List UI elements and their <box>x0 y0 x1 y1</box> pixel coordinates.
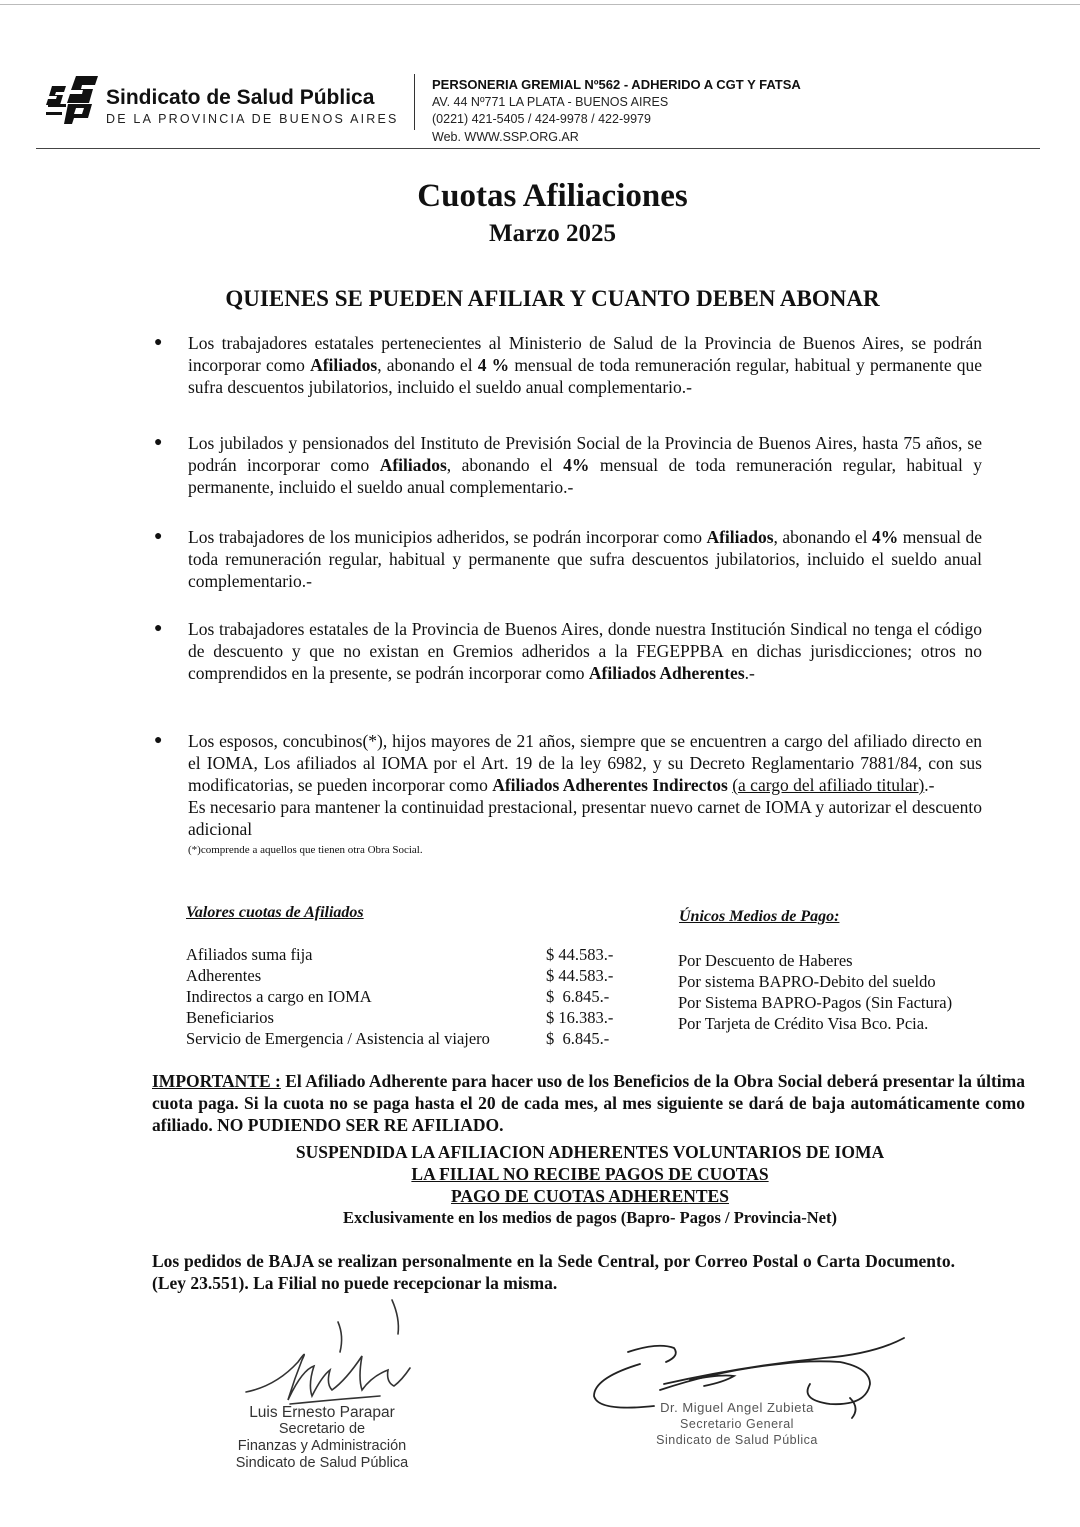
signer-org: Sindicato de Salud Pública <box>235 1455 409 1471</box>
bullet-bold: Afiliados Adherentes <box>588 663 745 683</box>
payment-item: Por Descuento de Haberes <box>678 951 853 970</box>
org-subtitle: DE LA PROVINCIA DE BUENOS AIRES <box>106 112 399 126</box>
signature-block-right <box>622 1400 852 1448</box>
fee-label: Servicio de Emergencia / Asistencia al viajero <box>186 1029 490 1048</box>
personeria-line: PERSONERIA GREMIAL Nº562 - ADHERIDO A CGT Y FATSA <box>432 77 801 92</box>
bullet-text: Los trabajadores estatales de la Provincia de Buenos Aires, donde nuestra Institución Sindical no tenga el código de descuento y que no existan en Gremios adheridos a la FEGEPPBA en dichas jurisdicciones; otros no comprendidos en la presente, se podrán incorporar como <box>188 619 982 683</box>
no-payments-line: LA FILIAL NO RECIBE PAGOS DE CUOTAS <box>411 1164 769 1184</box>
bullet-text: Los trabajadores estatales pertenecientes al Ministerio de Salud de la Provincia de Buenos Aires, se podrán incorporar como <box>188 333 982 375</box>
bullet-text: mensual de toda remuneración regular, habitual y permanente que sufra descuentos jubilatorios, incluido el sueldo anual complementario.- <box>188 355 983 397</box>
adherent-payments-line: PAGO DE CUOTAS ADHERENTES <box>451 1186 729 1206</box>
web-line: Web. WWW.SSP.ORG.AR <box>432 129 579 144</box>
bullet-text: .- <box>744 663 755 683</box>
signer-name: Dr. Miguel Angel Zubieta <box>660 1400 814 1415</box>
fee-value: $ 44.583.- <box>546 945 614 964</box>
payment-item: Por sistema BAPRO-Debito del sueldo <box>678 972 936 991</box>
bullet-bold: Afiliados <box>379 455 447 475</box>
suspension-line: SUSPENDIDA LA AFILIACION ADHERENTES VOLUNTARIOS DE IOMA <box>295 1142 885 1162</box>
signer-role: Secretario General <box>680 1417 794 1431</box>
bullet-bold: Afiliados <box>310 355 378 375</box>
bullet-text: , abonando el <box>446 455 564 475</box>
bullet-text: , abonando el <box>377 355 478 375</box>
signer-name: Luis Ernesto Parapar <box>249 1404 395 1421</box>
fee-value: $ 16.383.- <box>546 1008 614 1027</box>
bullet-text: Los esposos, concubinos(*), hijos mayores de 21 años, siempre que se encuentren a cargo del afiliado directo en el IOMA, Los afiliados al IOMA por el Art. 19 de la ley 6982, y su Decreto Reglamentario 7881/84, con sus modificatorias, se pueden incorporar como <box>188 731 982 795</box>
bullet-text: mensual de toda remuneración regular, habitual y permanente, incluido el sueldo anual complementario.- <box>188 455 982 497</box>
address-line: AV. 44 Nº771 LA PLATA - BUENOS AIRES <box>432 94 669 109</box>
bullet-text: , abonando el <box>773 527 872 547</box>
bullet-text: mensual de toda remuneración regular, habitual y permanente que sufra descuentos jubilatorios, incluido el sueldo anual complementario.- <box>188 527 982 591</box>
bullet-bold: 4% <box>563 455 590 475</box>
fee-label: Afiliados suma fija <box>186 945 313 964</box>
fee-value: $ 44.583.- <box>546 966 614 985</box>
fee-value: $ 6.845.- <box>546 987 610 1006</box>
bullet-bold: Afiliados <box>706 527 774 547</box>
bullet-text: Es necesario para mantener la continuidad prestacional, presentar nuevo carnet de IOMA y autorizar el descuento adicional <box>188 797 982 839</box>
fee-label: Adherentes <box>186 966 262 985</box>
page-subtitle: Marzo 2025 <box>488 220 617 247</box>
bullet-text: Los trabajadores de los municipios adheridos, se podrán incorporar como <box>188 527 707 547</box>
bullet-dot-icon: ● <box>154 529 163 544</box>
bullet-bold: 4% <box>871 527 899 547</box>
fee-label: Indirectos a cargo en IOMA <box>186 987 372 1006</box>
phones-line: (0221) 421-5405 / 424-9978 / 422-9979 <box>432 112 651 126</box>
signer-role: Finanzas y Administración <box>237 1438 407 1454</box>
bullet-bold: 4 % <box>477 355 510 375</box>
important-text: El Afiliado Adherente para hacer uso de los Beneficios de la Obra Social deberá presentar la última cuota paga. Si la cuota no se paga hasta el 20 de cada mes, al mes siguiente se dará de baja automáticamente como afiliado. NO PUDIENDO SER RE AFILIADO. <box>152 1071 1025 1135</box>
payments-heading: Únicos Medios de Pago: <box>679 908 840 925</box>
bullet-dot-icon: ● <box>154 733 163 748</box>
bullet-text: .- <box>924 775 935 795</box>
payment-item: Por Sistema BAPRO-Pagos (Sin Factura) <box>678 993 953 1012</box>
page-title: Cuotas Afiliaciones <box>417 178 688 214</box>
baja-notice: Los pedidos de BAJA se realizan personalmente en la Sede Central, por Correo Postal o Carta Documento. (Ley 23.551). La Filial no puede recepcionar la misma. <box>152 1251 955 1293</box>
footnote: (*)comprende a aquellos que tienen otra Obra Social. <box>188 844 423 856</box>
fee-value: $ 6.845.- <box>546 1029 610 1048</box>
important-label: IMPORTANTE : <box>152 1071 281 1091</box>
fee-label: Beneficiarios <box>186 1008 274 1027</box>
bullet-text: Los jubilados y pensionados del Instituto de Previsión Social de la Provincia de Buenos Aires, hasta 75 años, se podrán incorporar como <box>188 433 982 475</box>
bullet-underlined: (a cargo del afiliado titular) <box>732 775 925 795</box>
payment-item: Por Tarjeta de Crédito Visa Bco. Pcia. <box>678 1014 929 1033</box>
signer-role: Secretario de <box>278 1421 366 1437</box>
bullet-dot-icon: ● <box>154 621 163 636</box>
bullet-bold: Afiliados Adherentes Indirectos <box>492 775 728 795</box>
section-title: QUIENES SE PUEDEN AFILIAR Y CUANTO DEBEN ABONAR <box>225 286 880 311</box>
bullet-dot-icon: ● <box>154 335 163 350</box>
signature-left-icon <box>246 1300 410 1404</box>
payment-channels-line: Exclusivamente en los medios de pagos (Bapro- Pagos / Provincia-Net) <box>343 1208 837 1227</box>
fees-heading: Valores cuotas de Afiliados <box>186 904 364 921</box>
signer-org: Sindicato de Salud Pública <box>656 1433 818 1447</box>
org-name: Sindicato de Salud Pública <box>106 86 375 109</box>
signature-block-left <box>222 1404 422 1472</box>
bullet-dot-icon: ● <box>154 435 163 450</box>
